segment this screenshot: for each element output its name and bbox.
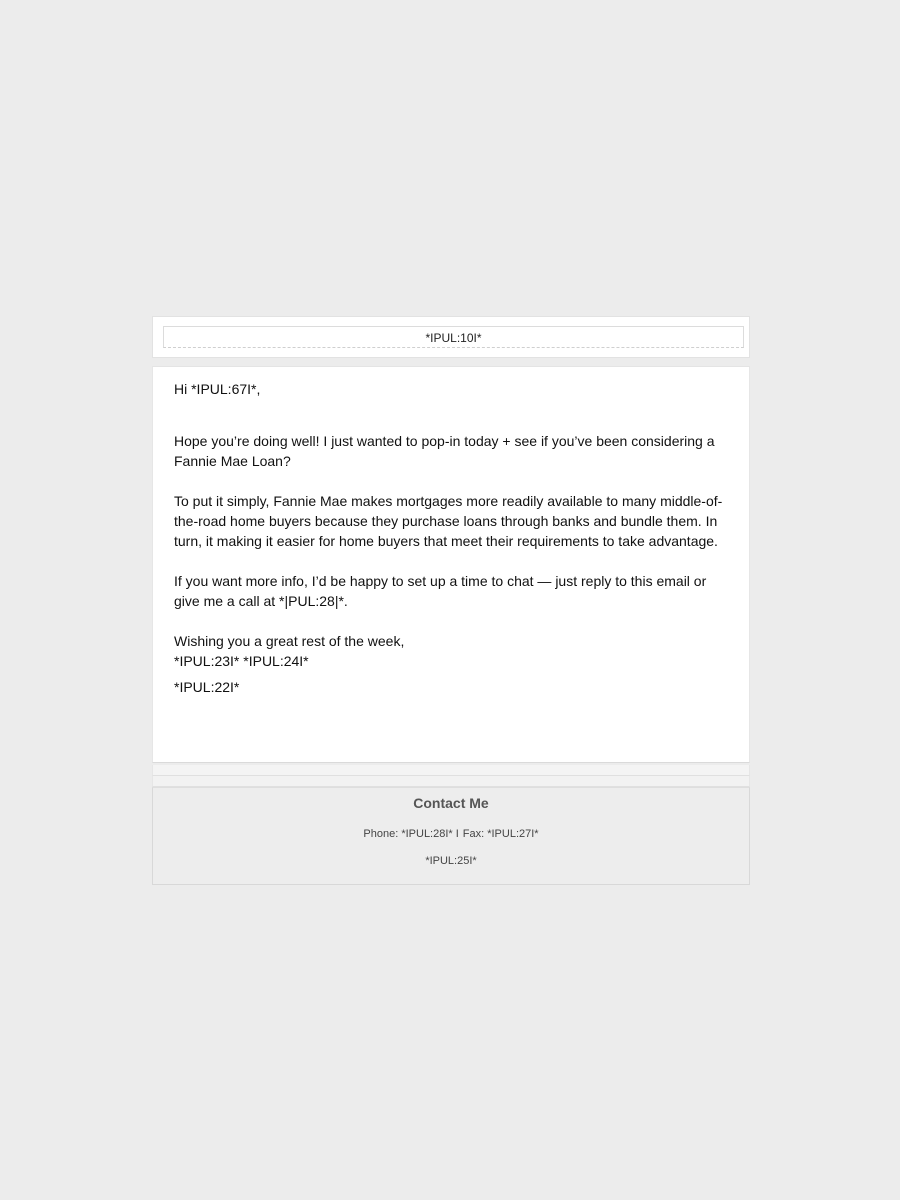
email-paragraph-1: Hope you’re doing well! I just wanted to pop-in today + see if you’ve been considering a Fannie Mae Loan? — [174, 433, 715, 469]
email-signature: *IPUL:22I* — [174, 679, 240, 695]
footer-divider-2 — [152, 776, 750, 787]
footer-separator: I — [455, 828, 459, 840]
footer-title: Contact Me — [413, 795, 489, 811]
header-placeholder: *IPUL:10I* — [163, 326, 744, 348]
email-sender-names: *IPUL:23I* *IPUL:24I* — [174, 653, 309, 669]
footer-contact-line — [153, 827, 749, 841]
footer-fax: Fax: *IPUL:27I* — [462, 828, 539, 840]
email-container — [152, 316, 750, 885]
email-closing: Wishing you a great rest of the week, — [174, 633, 405, 649]
email-footer — [152, 787, 750, 885]
footer-phone: Phone: *IPUL:28I* — [363, 828, 453, 840]
email-greeting: Hi *IPUL:67I*, — [174, 381, 261, 397]
footer-extra-line: *IPUL:25I* — [425, 855, 477, 867]
email-paragraph-2: To put it simply, Fannie Mae makes mortgages more readily available to many middle-of-the-road home buyers because they purchase loans through banks and bundle them. In turn, it making it easier for home buyers that meet their requirements to take advantage. — [174, 493, 723, 549]
email-body — [152, 366, 750, 763]
email-header — [152, 316, 750, 358]
footer-divider — [152, 765, 750, 776]
email-paragraph-3: If you want more info, I’d be happy to set up a time to chat — just reply to this email or give me a call at *|PUL:28|*. — [174, 573, 707, 609]
